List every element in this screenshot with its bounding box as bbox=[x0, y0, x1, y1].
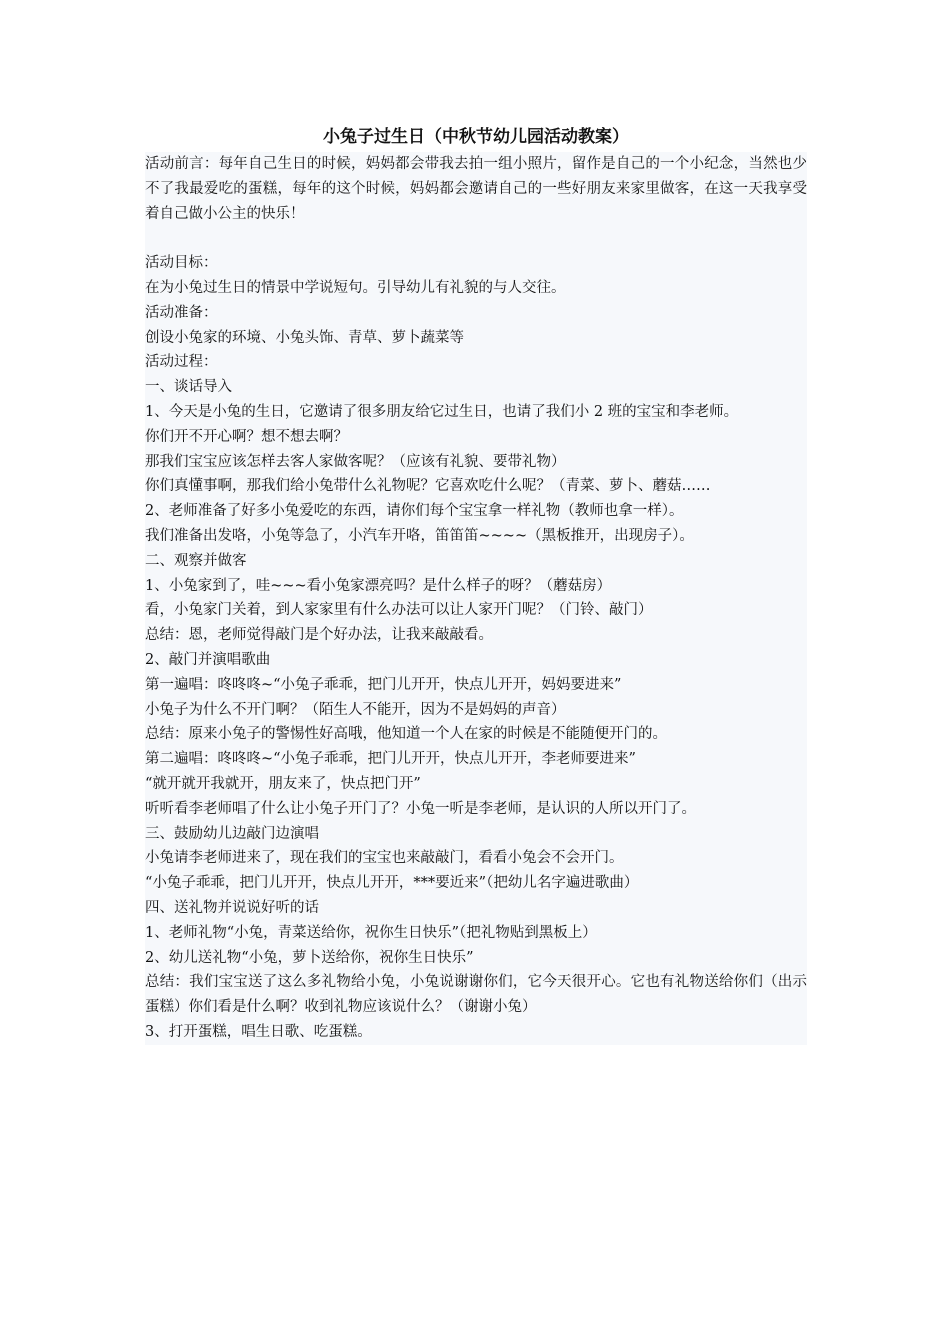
section-label-process: 活动过程： bbox=[145, 354, 218, 371]
paragraph-line: 2、幼儿送礼物“小兔，萝卜送给你，祝你生日快乐” bbox=[145, 949, 474, 966]
paragraph-line: 你们开不开心啊？想不想去啊？ bbox=[145, 428, 348, 445]
document-title: 小兔子过生日（中秋节幼儿园活动教案） bbox=[323, 127, 629, 147]
paragraph-line: 1、小兔家到了，哇~~~看小兔家漂亮吗？是什么样子的呀？（蘑菇房） bbox=[145, 577, 612, 594]
document-body bbox=[145, 152, 807, 1045]
paragraph-line: 我们准备出发咯，小兔等急了，小汽车开咯，笛笛笛~~~~（黑板推开，出现房子）。 bbox=[145, 527, 694, 544]
section-heading-3: 三、鼓励幼儿边敲门边演唱 bbox=[145, 825, 319, 842]
paragraph-line: 第二遍唱：咚咚咚~“小兔子乖乖，把门儿开开，快点儿开开，李老师要进来” bbox=[145, 751, 636, 768]
paragraph-line: 你们真懂事啊，那我们给小兔带什么礼物呢？它喜欢吃什么呢？（青菜、萝卜、蘑菇…… bbox=[145, 478, 711, 495]
paragraph-line: 总结：恩，老师觉得敲门是个好办法，让我来敲敲看。 bbox=[145, 627, 493, 644]
paragraph-line: “小兔子乖乖，把门儿开开，快点儿开开，***要近来”（把幼儿名字遍进歌曲） bbox=[145, 875, 639, 892]
section-label-prep: 活动准备： bbox=[145, 304, 218, 321]
paragraph-line: 在为小兔过生日的情景中学说短句。引导幼儿有礼貌的与人交往。 bbox=[145, 279, 566, 296]
section-label-goal: 活动目标： bbox=[145, 255, 218, 272]
section-heading-1: 一、谈话导入 bbox=[145, 379, 232, 396]
paragraph-line: 第一遍唱：咚咚咚~“小兔子乖乖，把门儿开开，快点儿开开，妈妈要进来” bbox=[145, 676, 622, 693]
paragraph-line: 创设小兔家的环境、小兔头饰、青草、萝卜蔬菜等 bbox=[145, 329, 464, 346]
paragraph-line: 小兔子为什么不开门啊？（陌生人不能开，因为不是妈妈的声音） bbox=[145, 701, 566, 718]
paragraph-line: “就开就开我就开，朋友来了，快点把门开” bbox=[145, 775, 421, 792]
paragraph-line: 2、老师准备了好多小兔爱吃的东西，请你们每个宝宝拿一样礼物（教师也拿一样）。 bbox=[145, 503, 684, 520]
paragraph-line: 2、敲门并演唱歌曲 bbox=[145, 651, 271, 668]
section-heading-4: 四、送礼物并说说好听的话 bbox=[145, 899, 319, 916]
paragraph-line: 1、老师礼物“小兔，青菜送给你，祝你生日快乐”（把礼物贴到黑板上） bbox=[145, 924, 597, 941]
intro-paragraph: 活动前言：每年自己生日的时候，妈妈都会带我去拍一组小照片，留作是自己的一个小纪念，当然也少不了我最爱吃的蛋糕，每年的这个时候，妈妈都会邀请自己的一些好朋友来家里做客，在这一天我享受着自己做小公主的快乐！ bbox=[145, 156, 807, 222]
paragraph-line: 听听看李老师唱了什么让小兔子开门了？小兔一听是李老师，是认识的人所以开门了。 bbox=[145, 800, 696, 817]
paragraph-line: 总结：原来小兔子的警惕性好高哦，他知道一个人在家的时候是不能随便开门的。 bbox=[145, 726, 667, 743]
paragraph-line: 3、打开蛋糕，唱生日歌、吃蛋糕。 bbox=[145, 1023, 372, 1040]
summary-paragraph: 总结：我们宝宝送了这么多礼物给小兔，小兔说谢谢你们，它今天很开心。它也有礼物送给你们（出示蛋糕）你们看是什么啊？收到礼物应该说什么？（谢谢小兔） bbox=[145, 974, 807, 1016]
section-heading-2: 二、观察并做客 bbox=[145, 552, 247, 569]
paragraph-line: 那我们宝宝应该怎样去客人家做客呢？（应该有礼貌、要带礼物） bbox=[145, 453, 566, 470]
paragraph-line: 小兔请李老师进来了，现在我们的宝宝也来敲敲门，看看小兔会不会开门。 bbox=[145, 850, 624, 867]
paragraph-line: 看，小兔家门关着，到人家家里有什么办法可以让人家开门呢？（门铃、敲门） bbox=[145, 602, 653, 619]
paragraph-line: 1、今天是小兔的生日，它邀请了很多朋友给它过生日，也请了我们小 2 班的宝宝和李老师。 bbox=[145, 403, 739, 420]
blank-line bbox=[145, 226, 807, 251]
